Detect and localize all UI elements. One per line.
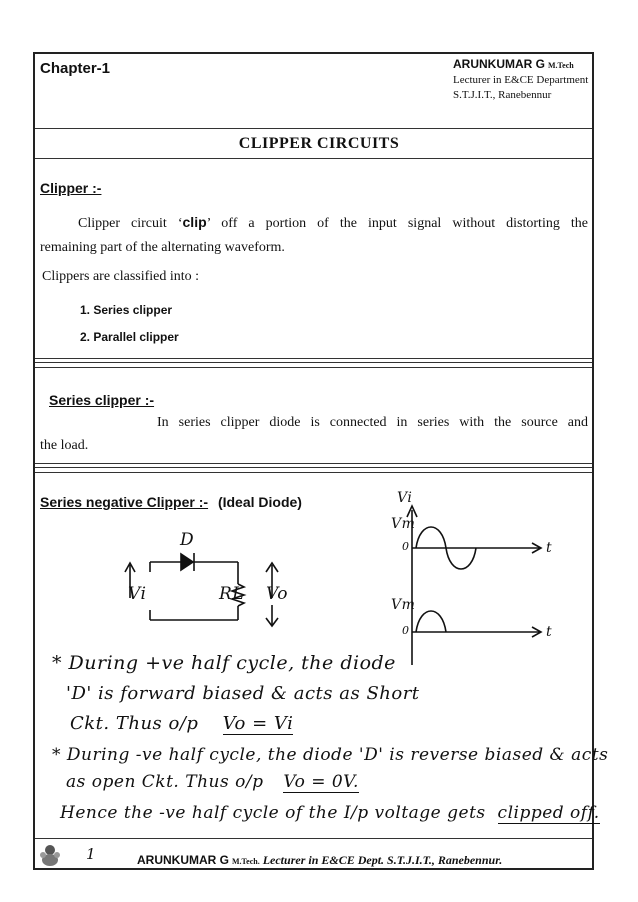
footer-text: Lecturer in E&CE Dept. S.T.J.I.T., Ranebennur. <box>262 853 503 867</box>
type-parallel: 2. Parallel clipper <box>80 330 179 344</box>
title-divider <box>35 158 592 159</box>
clipper-paragraph-line1 <box>78 214 588 232</box>
page-title: CLIPPER CIRCUITS <box>238 135 400 152</box>
note2-line1: * During -ve half cycle, the diode 'D' is reverse biased & acts <box>52 745 609 765</box>
page-number: 1 <box>86 845 97 863</box>
footer-divider <box>35 838 592 839</box>
note1-line2: 'D' is forward biased & acts as Short <box>66 683 420 704</box>
para-text-rest: off a portion of the input signal without distorting the <box>210 216 588 231</box>
header-divider <box>35 128 592 129</box>
section-divider-2 <box>35 463 592 468</box>
graph-vm-top: Vm <box>391 516 416 532</box>
neg-heading: Series negative Clipper :- <box>40 494 209 510</box>
section-divider-1b <box>35 367 592 368</box>
clip-keyword: clip <box>182 214 207 230</box>
section-divider-2b <box>35 472 592 473</box>
vo-label: Vo <box>266 584 288 604</box>
footer-name: ARUNKUMAR G <box>137 853 229 867</box>
graph-vm-bottom: Vm <box>391 597 416 613</box>
clipper-heading: Clipper :- <box>40 180 102 196</box>
note2-line2: as open Ckt. Thus o/p <box>66 772 264 792</box>
chapter-label: Chapter-1 <box>40 60 111 77</box>
note3-text: Hence the -ve half cycle of the I/p voltage gets <box>60 803 486 823</box>
footer-degree: M.Tech. <box>232 857 260 866</box>
note2-line2-block <box>66 772 359 792</box>
note1-line3: Ckt. Thus o/p <box>70 713 199 734</box>
quote-open: ‘ <box>177 216 183 231</box>
quote-close: ’ <box>206 216 211 231</box>
note2-equation: Vo = 0V. <box>283 772 359 792</box>
section-divider-1 <box>35 358 592 363</box>
graph-t-top: t <box>546 540 553 556</box>
note3-clipped: clipped off. <box>497 803 600 823</box>
note3-block <box>60 803 600 823</box>
rl-label: RL <box>219 584 245 604</box>
type-series: 1. Series clipper <box>80 303 173 317</box>
diode-label: D <box>180 530 195 550</box>
mascot-icon <box>38 843 64 867</box>
series-line1: In series clipper diode is connected in series with the source and <box>157 415 588 430</box>
author-institute: S.T.J.I.T., Ranebennur <box>453 89 552 101</box>
note1-line3-block <box>70 713 293 734</box>
series-line2: the load. <box>40 438 89 453</box>
series-heading: Series clipper :- <box>49 392 155 408</box>
author-role: Lecturer in E&CE Department <box>453 74 589 86</box>
graph-zero-bottom: 0 <box>402 624 410 637</box>
graph-zero-top: 0 <box>402 540 410 553</box>
vi-label: Vi <box>128 584 147 604</box>
note1-line1: * During +ve half cycle, the diode <box>52 652 396 674</box>
para-text: Clipper circuit <box>78 216 178 231</box>
classified-text: Clippers are classified into : <box>42 269 200 284</box>
author-degree: M.Tech <box>548 61 574 70</box>
graph-vi-label: Vi <box>397 490 413 506</box>
author-block <box>453 57 588 103</box>
neg-heading-block <box>40 494 302 510</box>
graph-t-bottom: t <box>546 624 553 640</box>
clipper-paragraph-line2: remaining part of the alternating waveform. <box>40 240 285 255</box>
neg-subheading: (Ideal Diode) <box>217 494 302 510</box>
author-name: ARUNKUMAR G <box>453 57 545 71</box>
note1-equation: Vo = Vi <box>222 713 294 734</box>
footer-block <box>137 853 502 868</box>
